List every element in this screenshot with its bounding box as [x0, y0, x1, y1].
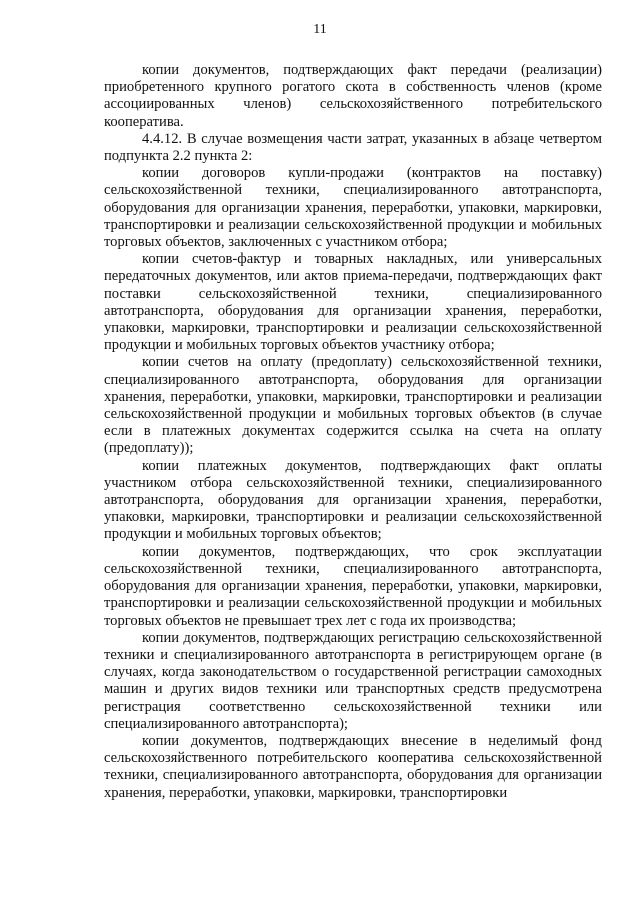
- paragraph-copies-indivisible-fund: копии документов, подтверждающих внесение в неделимый фонд сельскохозяйственного потребительского кооператива сельскохозяйственной техники, специализированного автотранспорта, оборудования для организации хранения, переработки, упаковки, маркировки, транспортировки: [104, 732, 602, 801]
- paragraph-section-4-4-12: 4.4.12. В случае возмещения части затрат, указанных в абзаце четвертом подпункта 2.2 пункта 2:: [104, 130, 602, 165]
- paragraph-copies-payment-documents: копии платежных документов, подтверждающих факт оплаты участником отбора сельскохозяйственной техники, специализированного автотранспорта, оборудования для организации хранения, переработки, упаковки, маркировки, транспортировки и реализации сельскохозяйственной продукции и мобильных торговых объектов;: [104, 457, 602, 543]
- paragraph-copies-service-life: копии документов, подтверждающих, что срок эксплуатации сельскохозяйственной техники, специализированного автотранспорта, оборудования для организации хранения, переработки, упаковки, маркировки, транспортировки и реализации сельскохозяйственной продукции и мобильных торговых объектов не превышает трех лет с года их производства;: [104, 543, 602, 629]
- paragraph-copies-sale-contracts: копии договоров купли-продажи (контрактов на поставку) сельскохозяйственной техники, специализированного автотранспорта, оборудования для организации хранения, переработки, упаковки, маркировки, транспортировки и реализации сельскохозяйственной продукции и мобильных торговых объектов, заключенных с участником отбора;: [104, 165, 602, 251]
- paragraph-copies-transfer-cattle: копии документов, подтверждающих факт передачи (реализации) приобретенного крупного рогатого скота в собственность членов (кроме ассоциированных членов) сельскохозяйственного потребительского кооператива.: [104, 62, 602, 130]
- page-number: 11: [313, 22, 327, 37]
- document-body: [104, 62, 602, 802]
- paragraph-copies-registration: копии документов, подтверждающих регистрацию сельскохозяйственной техники и специализированного автотранспорта в регистрирующем органе (в случаях, когда законодательством о государственной регистрации самоходных машин и других видов техники или транспортных средств предусмотрена регистрация соответственно сельскохозяйственной техники или специализированного автотранспорта);: [104, 629, 602, 732]
- paragraph-copies-payment-bills: копии счетов на оплату (предоплату) сельскохозяйственной техники, специализированного автотранспорта, оборудования для организации хранения, переработки, упаковки, маркировки, транспортировки и реализации сельскохозяйственной продукции и мобильных торговых объектов (в случае если в платежных документах содержится ссылка на счета на оплату (предоплату));: [104, 354, 602, 457]
- paragraph-copies-invoices: копии счетов-фактур и товарных накладных, или универсальных передаточных документов, или актов приема-передачи, подтверждающих факт поставки сельскохозяйственной техники, специализированного автотранспорта, оборудования для организации хранения, переработки, упаковки, маркировки, транспортировки и реализации сельскохозяйственной продукции и мобильных торговых объектов участнику отбора;: [104, 251, 602, 354]
